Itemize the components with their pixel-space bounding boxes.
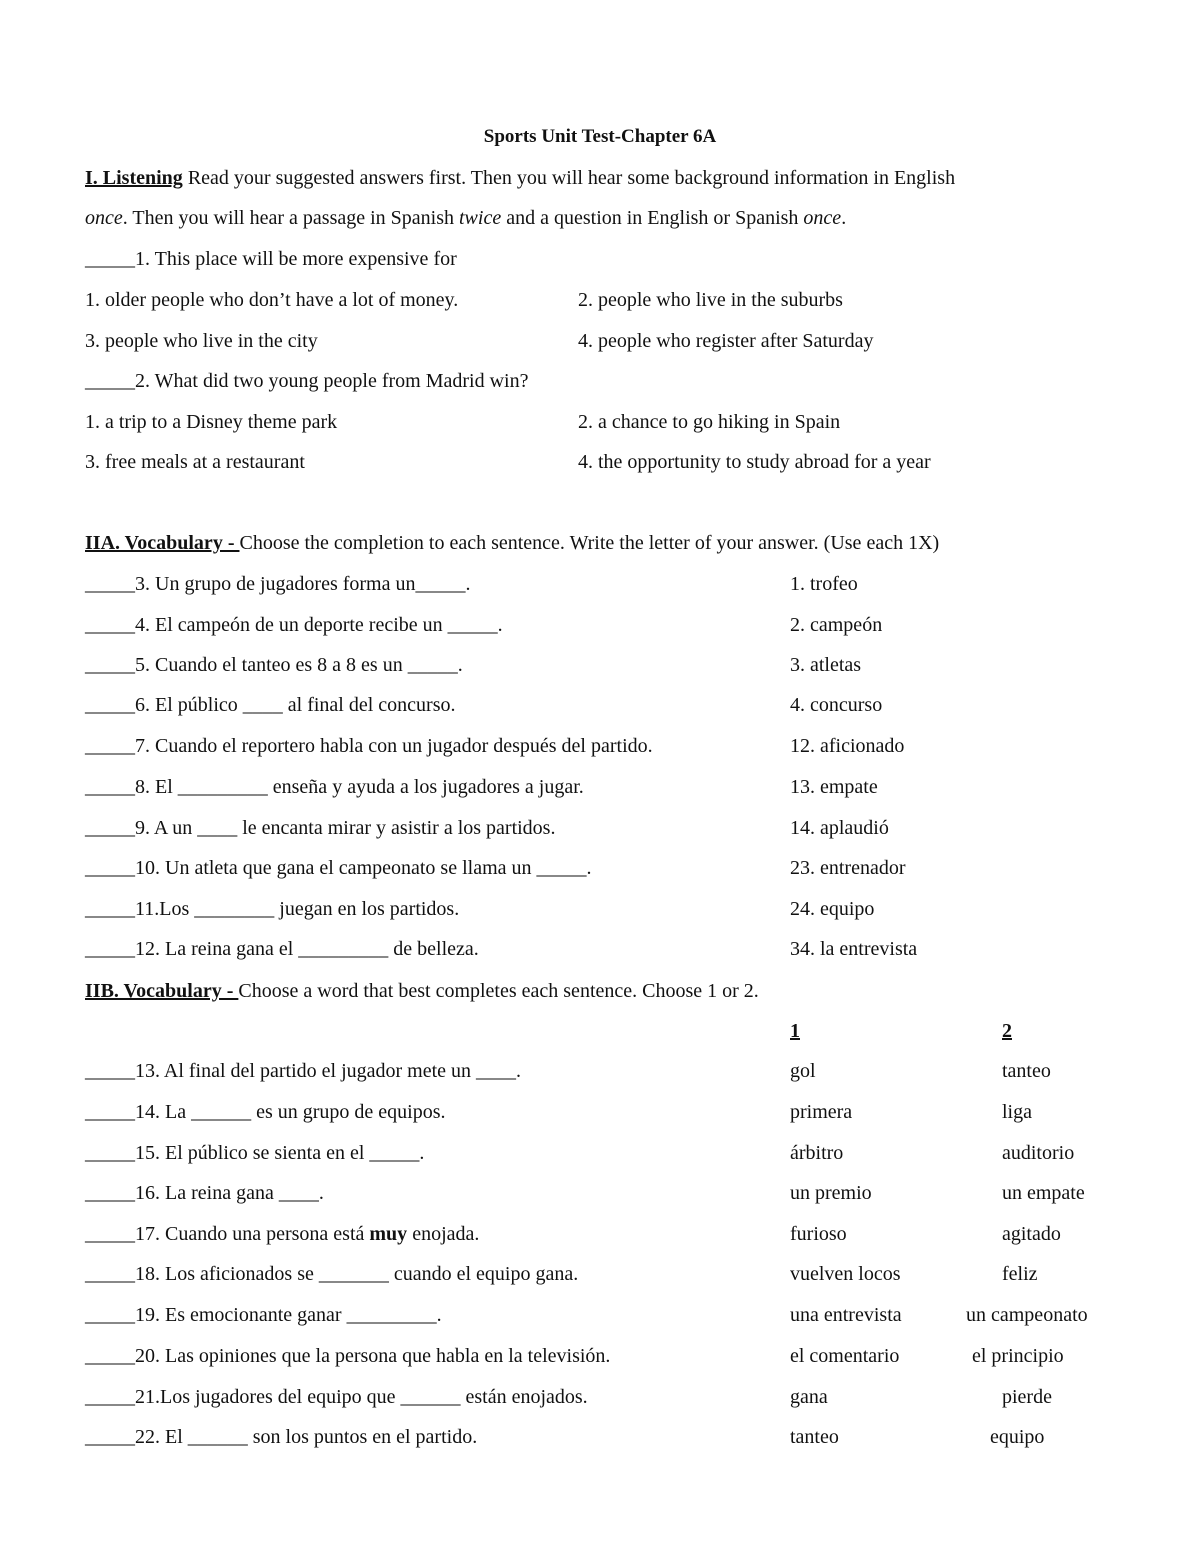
vocab-b-question xyxy=(85,1426,477,1449)
vocab-b-question-text: _____16. La reina gana ____. xyxy=(85,1182,324,1204)
vocab-a-option: 3. atletas xyxy=(790,654,862,676)
q1-option-4: 4. people who register after Saturday xyxy=(578,330,874,352)
vocab-a-option: 1. trofeo xyxy=(790,573,858,595)
question-2: _____2. What did two young people from Madrid win? xyxy=(85,370,529,392)
vocab-a-heading: IIA. Vocabulary - xyxy=(85,532,240,554)
vocab-b-instructions: Choose a word that best completes each sentence. Choose 1 or 2. xyxy=(238,980,759,1002)
q2-option-4: 4. the opportunity to study abroad for a year xyxy=(578,451,931,473)
q1-option-1: 1. older people who don’t have a lot of money. xyxy=(85,289,459,311)
listening-intro-b4: and a question in English or Spanish xyxy=(501,207,804,229)
vocab-b-choice-2: pierde xyxy=(1002,1386,1052,1408)
vocab-b-choice-2: equipo xyxy=(990,1426,1045,1448)
vocab-b-question xyxy=(85,1142,424,1165)
vocab-b-question-text: _____13. Al final del partido el jugador mete un ____. xyxy=(85,1060,522,1082)
vocab-b-choice-1: furioso xyxy=(790,1223,847,1245)
vocab-b-choice-1: gana xyxy=(790,1386,828,1408)
vocab-b-question xyxy=(85,1386,588,1409)
vocab-a-option: 14. aplaudió xyxy=(790,817,889,839)
q1-option-3: 3. people who live in the city xyxy=(85,330,318,352)
vocab-b-question xyxy=(85,1223,479,1246)
vocab-a-question: _____11.Los ________ juegan en los partidos. xyxy=(85,898,460,920)
listening-intro-a: Read your suggested answers first. Then you will hear some background information in English xyxy=(182,167,956,189)
vocab-b-question-text: _____14. La ______ es un grupo de equipos. xyxy=(85,1101,446,1123)
vocab-a-question: _____12. La reina gana el _________ de belleza. xyxy=(85,938,479,960)
vocab-b-choice-1: gol xyxy=(790,1060,816,1082)
vocab-a-question: _____8. El _________ enseña y ayuda a los jugadores a jugar. xyxy=(85,776,584,798)
vocab-b-choice-1: primera xyxy=(790,1101,853,1123)
vocab-b-question-text: _____17. Cuando una persona está xyxy=(85,1223,370,1245)
vocab-a-question: _____3. Un grupo de jugadores forma un_____. xyxy=(85,573,471,595)
vocab-b-question-text: _____21.Los jugadores del equipo que ______ están enojados. xyxy=(85,1386,588,1408)
emph-twice: twice xyxy=(459,207,502,229)
vocab-b-question-text: _____15. El público se sienta en el _____. xyxy=(85,1142,425,1164)
vocab-a-option: 2. campeón xyxy=(790,614,883,636)
vocab-a-option: 13. empate xyxy=(790,776,878,798)
question-1: _____1. This place will be more expensive for xyxy=(85,248,457,270)
vocab-b-choice-1: árbitro xyxy=(790,1142,844,1164)
vocab-a-question: _____6. El público ____ al final del concurso. xyxy=(85,694,456,716)
vocab-b-choice-2: feliz xyxy=(1002,1263,1038,1285)
vocab-b-choice-1: una entrevista xyxy=(790,1304,902,1326)
vocab-b-choice-2: agitado xyxy=(1002,1223,1061,1245)
vocab-b-question xyxy=(85,1182,324,1205)
listening-intro-b6: . xyxy=(841,207,847,229)
vocab-a-question: _____7. Cuando el reportero habla con un jugador después del partido. xyxy=(85,735,653,757)
vocab-a-question: _____9. A un ____ le encanta mirar y asistir a los partidos. xyxy=(85,817,556,839)
vocab-b-question xyxy=(85,1101,446,1124)
emph-once-2: once xyxy=(803,207,842,229)
q2-option-2: 2. a chance to go hiking in Spain xyxy=(578,411,841,433)
vocab-a-question: _____10. Un atleta que gana el campeonato se llama un _____. xyxy=(85,857,592,879)
vocab-b-question xyxy=(85,1345,610,1368)
vocab-b-choice-1: el comentario xyxy=(790,1345,900,1367)
column-1-header: 1 xyxy=(790,1020,800,1042)
vocab-b-heading: IIB. Vocabulary - xyxy=(85,980,239,1002)
vocab-b-choice-2: tanteo xyxy=(1002,1060,1051,1082)
vocab-a-header xyxy=(85,532,939,555)
listening-intro-b2: . Then you will hear a passage in Spanish xyxy=(122,207,459,229)
emph-once-1: once xyxy=(85,207,123,229)
vocab-b-header xyxy=(85,980,759,1003)
page-title: Sports Unit Test-Chapter 6A xyxy=(483,126,717,147)
vocab-b-choice-1: vuelven locos xyxy=(790,1263,901,1285)
vocab-b-question-emphasis: muy xyxy=(369,1223,408,1245)
vocab-b-choice-2: auditorio xyxy=(1002,1142,1075,1164)
vocab-a-option: 23. entrenador xyxy=(790,857,906,879)
listening-intro-line2 xyxy=(85,207,846,230)
vocab-b-question-text: _____20. Las opiniones que la persona que habla en la televisión. xyxy=(85,1345,611,1367)
vocab-b-question-text: _____22. El ______ son los puntos en el partido. xyxy=(85,1426,478,1448)
vocab-b-choice-2: el principio xyxy=(972,1345,1064,1367)
vocab-a-instructions: Choose the completion to each sentence. Write the letter of your answer. (Use each 1X) xyxy=(239,532,940,554)
vocab-a-question: _____4. El campeón de un deporte recibe un _____. xyxy=(85,614,503,636)
listening-intro-line1 xyxy=(85,167,955,190)
vocab-b-choice-1: tanteo xyxy=(790,1426,839,1448)
q1-option-2: 2. people who live in the suburbs xyxy=(578,289,843,311)
vocab-a-option: 24. equipo xyxy=(790,898,875,920)
vocab-b-question-text-end: enojada. xyxy=(407,1223,480,1245)
vocab-b-question-text: _____18. Los aficionados se _______ cuando el equipo gana. xyxy=(85,1263,579,1285)
vocab-b-choice-1: un premio xyxy=(790,1182,872,1204)
q2-option-1: 1. a trip to a Disney theme park xyxy=(85,411,338,433)
vocab-b-choice-2: un empate xyxy=(1002,1182,1085,1204)
vocab-a-option: 12. aficionado xyxy=(790,735,905,757)
vocab-b-choice-2: liga xyxy=(1002,1101,1032,1123)
vocab-a-option: 4. concurso xyxy=(790,694,883,716)
q2-option-3: 3. free meals at a restaurant xyxy=(85,451,305,473)
vocab-b-question xyxy=(85,1060,521,1083)
vocab-a-option: 34. la entrevista xyxy=(790,938,918,960)
vocab-b-question xyxy=(85,1304,442,1327)
vocab-a-question: _____5. Cuando el tanteo es 8 a 8 es un _____. xyxy=(85,654,463,676)
listening-heading: I. Listening xyxy=(85,167,183,189)
vocab-b-choice-2: un campeonato xyxy=(966,1304,1088,1326)
vocab-b-question-text: _____19. Es emocionante ganar _________. xyxy=(85,1304,442,1326)
column-2-header: 2 xyxy=(1002,1020,1012,1042)
vocab-b-question xyxy=(85,1263,578,1286)
